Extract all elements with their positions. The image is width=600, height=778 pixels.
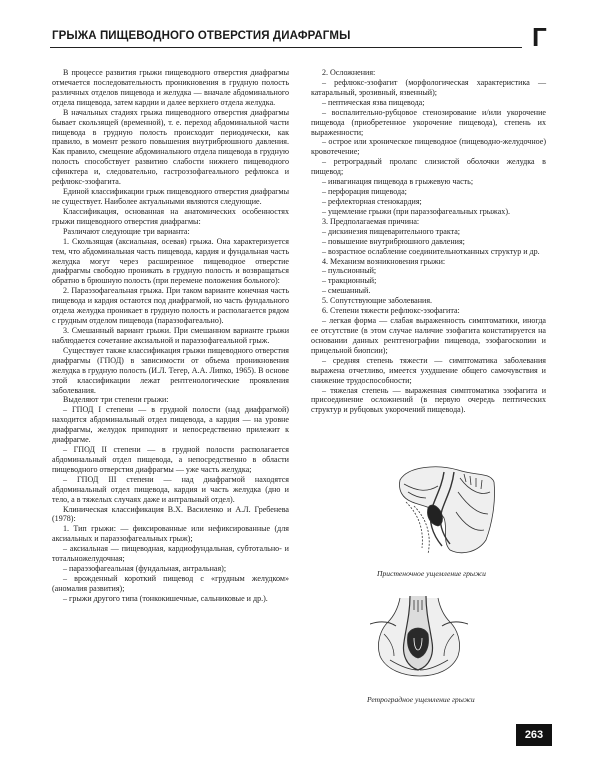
paragraph: В начальных стадиях грыжа пищеводного отверстия диафрагмы бывает скользящей (временной), т. е. переход абдоминальной части пищевода в грудную полость происходит периодически, как правило, в момент резкого повышения внутрибрюшного давления. Как правило, смещение абдоминального отдела пищевода в грудную полость способствует развитию слабости нижнего пищеводного сфинктера и, следовательно, гастроэзофагеального рефлюкса и рефлюкс-эзофагита. (52, 107, 289, 187)
parietal-hernia-illustration (398, 462, 496, 558)
paragraph: – тракционный; (322, 276, 377, 286)
paragraph: – инвагинация пищевода в грыжевую часть; (322, 177, 474, 187)
paragraph: Единой классификации грыж пищеводного отверстия диафрагмы не существует. Наиболее актуальными являются следующие. (52, 187, 289, 206)
figure-caption: Ретроградное ущемление грыжи (367, 695, 475, 704)
running-header-title: ГРЫЖА ПИЩЕВОДНОГО ОТВЕРСТИЯ ДИАФРАГМЫ (52, 30, 351, 42)
page-number: 263 (516, 724, 552, 746)
figure-caption: Пристеночное ущемление грыжи (377, 569, 486, 578)
header-divider (50, 47, 522, 48)
paragraph: – ГПОД I степени — в грудной полости (над диафрагмой) находится абдоминальный отдел пищевода, а кардия — на уровне диафрагмы, желудок приподнят и непосредственно прилежит к диафрагме. (52, 405, 289, 445)
paragraph: – воспалительно-рубцовое стенозирование и/или укорочение пищевода (приобретенное укорочение пищевода), степень их выраженности; (311, 107, 546, 137)
paragraph: 3. Смешанный вариант грыжи. При смешанном варианте грыжи наблюдается сочетание аксиальной и параэзофагеальной грыж. (52, 325, 289, 345)
paragraph: – возрастное ослабление соединительнотканных структур и др. (322, 246, 540, 256)
paragraph: – врожденный короткий пищевод с «грудным желудком» (аномалия развития); (52, 574, 289, 593)
paragraph: 6. Степени тяжести рефлюкс-эзофагита: (322, 306, 460, 316)
left-column (52, 68, 289, 604)
paragraph: Выделяют три степени грыжи: (63, 395, 169, 405)
paragraph: – пульсионный; (322, 266, 377, 276)
paragraph: – грыжи другого типа (тонкокишечные, сальниковые и др.). (63, 593, 268, 603)
paragraph: – ГПОД III степени — над диафрагмой находятся абдоминальный отдел пищевода, кардия и часть желудка (дно и тело, а в тяжелых случаях даже и антральный отдел). (52, 474, 289, 504)
paragraph: Клиническая классификация В.Х. Василенко и А.Л. Гребенева (1978): (52, 504, 289, 524)
paragraph: – пептическая язва пищевода; (322, 97, 425, 107)
section-letter: Г (532, 22, 547, 52)
paragraph: 5. Сопутствующие заболевания. (322, 296, 433, 306)
paragraph: 3. Предполагаемая причина: (322, 216, 420, 226)
paragraph: 2. Параэзофагеальная грыжа. При таком варианте конечная часть пищевода и кардия остаются под диафрагмой, но часть фундального отдела желудка проникает в грудную полость и располагается рядом с грудным отделом пищевода (параэзофагеально). (52, 286, 289, 326)
paragraph: 2. Осложнения: (322, 68, 376, 77)
paragraph: – смешанный. (322, 286, 371, 296)
paragraph: – аксиальная — пищеводная, кардиофундальная, субтотально- и тотальножелудочная; (52, 544, 289, 564)
right-column (311, 68, 546, 415)
paragraph: – рефлюкс-эзофагит (морфологическая характеристика — катаральный, эрозивный, язвенный); (311, 77, 546, 97)
paragraph: – легкая форма — слабая выраженность симптоматики, иногда ее отсутствие (в этом случае наличие эзофагита констатируется на основании данных рентгенографии пищевода, эзофагоскопии и прицельной биопсии); (311, 316, 546, 355)
paragraph: 1. Тип грыжи: — фиксированные или нефиксированные (для аксиальных и параэзофагеальных грыж); (52, 524, 289, 544)
paragraph: – перфорация пищевода; (322, 187, 407, 197)
paragraph: – средняя степень тяжести — симптоматика заболевания выражена отчетливо, имеется ухудшение общего самочувствия и снижение трудоспособности; (311, 355, 546, 385)
paragraph: 4. Механизм возникновения грыжи: (322, 256, 446, 266)
paragraph: Существует также классификация грыжи пищеводного отверстия диафрагмы (ГПОД) в зависимости от объема проникновения желудка в грудную полость (И.Л. Тегер, А.А. Липко, 1965). В основе этой классификации лежат рентгенологические проявления заболевания. (52, 345, 289, 395)
paragraph: В процессе развития грыжи пищеводного отверстия диафрагмы отмечается последовательность проникновения в грудную полость различных отделов пищевода и желудка — вначале абдоминального отдела пищевода, затем кардии и далее верхнего отдела желудка. (52, 68, 289, 107)
paragraph: Классификация, основанная на анатомических особенностях грыжи пищеводного отверстия диафрагмы: (52, 206, 289, 226)
retrograde-hernia-illustration (370, 594, 468, 678)
paragraph: – тяжелая степень — выраженная симптоматика эзофагита и присоединение осложнений (в первую очередь пептических структур и рубцовых укорочений пищевода). (311, 385, 546, 415)
paragraph: – параэзофагеальная (фундальная, антральная); (63, 564, 227, 574)
paragraph: – ретроградный пролапс слизистой оболочки желудка в пищевод; (311, 157, 546, 177)
paragraph: – острое или хроническое пищеводное (пищеводно-желудочное) кровотечение; (311, 137, 546, 157)
paragraph: – рефлекторная стенокардия; (322, 196, 422, 206)
paragraph: – дискинезия пищеварительного тракта; (322, 226, 461, 236)
paragraph: – ГПОД II степени — в грудной полости располагается абдоминальный отдел пищевода, а непосредственно в области пищеводного отверстия диафрагмы — уже часть желудка; (52, 445, 289, 474)
paragraph: – ущемление грыжи (при параэзофагеальных грыжах). (322, 206, 511, 216)
paragraph: – повышение внутрибрюшного давления; (322, 236, 465, 246)
paragraph: Различают следующие три варианта: (63, 226, 190, 236)
paragraph: 1. Скользящая (аксиальная, осевая) грыжа. Она характеризуется тем, что абдоминальная часть пищевода, кардия и фундальная часть желудка могут через расширенное пищеводное отверстие диафрагмы свободно проникать в грудную полость и возвращаться обратно в брюшную полость (при перемене положения больного): (52, 236, 289, 286)
